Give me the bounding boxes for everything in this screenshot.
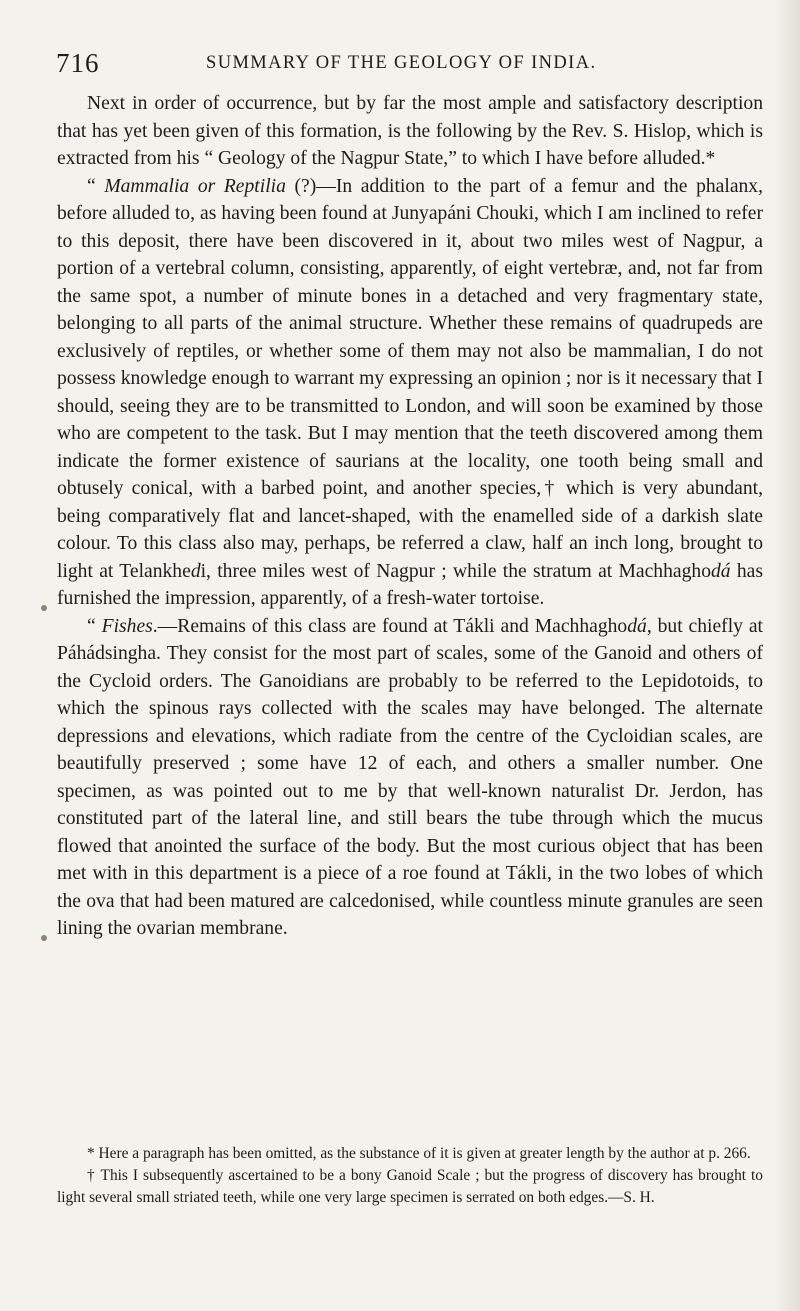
text-run: “ [87,615,102,637]
text-run: Next in order of occurrence, but by far the most ample and satisfactory description that has yet been given of this formation, is the following by the Rev. S. Hislop, which is extracted from his “ Geology of the Nagpur State,” to which I have before alluded. [57,93,763,169]
italic-text: Fishes [101,615,153,637]
text-run: has furnished the impression, apparently, of a fresh-water tortoise. [57,560,763,609]
text-run: “ [87,175,105,197]
text-run: * [705,148,716,169]
margin-speck [41,935,47,941]
page-edge-shadow [774,0,800,1311]
text-run: i, three miles west of Nagpur ; while the stratum at Machhagho [200,560,711,582]
text-run: .—Remains of this class are found at Tákli and Machhagho [152,615,628,637]
italic-text: dá [627,615,647,637]
text-run: * Here a paragraph has been omitted, as the substance of it is given at greater length by the author at p. 266. [87,1145,751,1162]
footnote [57,1165,763,1209]
main-text [57,90,763,943]
footnote [57,1143,763,1165]
text-run: , but chiefly at Páhádsingha. They consist for the most part of scales, some of the Ganoid and others of the Cycloid orders. The Ganoidians are probably to be referred to the Lepidotoids, to which the spinous rays collected with the scales may have belonged. The alternate depressions and elevations, which radiate from the centre of the Cycloidian scales, are beautifully preserved ; some have 12 of each, and others a smaller number. One specimen, as was pointed out to me by that well-known naturalist Dr. Jerdon, has constituted part of the lateral line, and still bears the tube through which the mucus flowed that anointed the surface of the body. But the most curious object that has been met with in this department is a piece of a roe found at Tákli, in the two lobes of which the ova that had been matured are calcedonised, while countless minute granules are seen lining the ovarian membrane. [57,615,763,939]
page-number: 716 [56,48,100,78]
text-run: which is very abundant, being comparatively flat and lancet-shaped, with the enamelled side of a darkish slate colour. To this class also may, perhaps, be referred a claw, half an inch long, brought to light at Telankhe [57,478,764,582]
paragraph [57,613,763,943]
footnotes [57,1143,763,1209]
italic-text: d [190,560,201,582]
text-run: † This I subsequently ascertained to be a bony Ganoid Scale ; but the progress of discovery has brought to light several small striated teeth, while one very large specimen is serrated on both edges.—S. H. [57,1167,763,1206]
paragraph [57,90,763,173]
italic-text: dá [711,560,731,582]
italic-text: Mammalia or Reptilia [104,175,286,197]
margin-speck [41,605,47,611]
text-run: (?)—In addition to the part of a femur and the phalanx, before alluded to, as having been found at Junyapáni Chouki, which I am inclined to refer to this deposit, there have been discovered in it, about two miles west of Nagpur, a portion of a vertebral column, consisting, apparently, of eight vertebræ, and, not far from the same spot, a number of minute bones in a detached and very fragmentary state, belonging to all parts of the animal structure. Whether these remains of quadrupeds are exclusively of reptiles, or whether some of them may not also be mammalian, I do not possess knowledge enough to warrant my expressing an opinion ; nor is it necessary that I should, seeing they are to be transmitted to London, and will soon be examined by those who are competent to the task. But I may mention that the teeth discovered among them indicate the former existence of saurians at the locality, one tooth being small and obtusely conical, with a barbed point, and another species, [57,175,764,499]
paragraph [57,173,763,613]
text-run: † [541,478,558,499]
running-title: SUMMARY OF THE GEOLOGY OF INDIA. [206,53,597,73]
page-header [56,44,756,84]
